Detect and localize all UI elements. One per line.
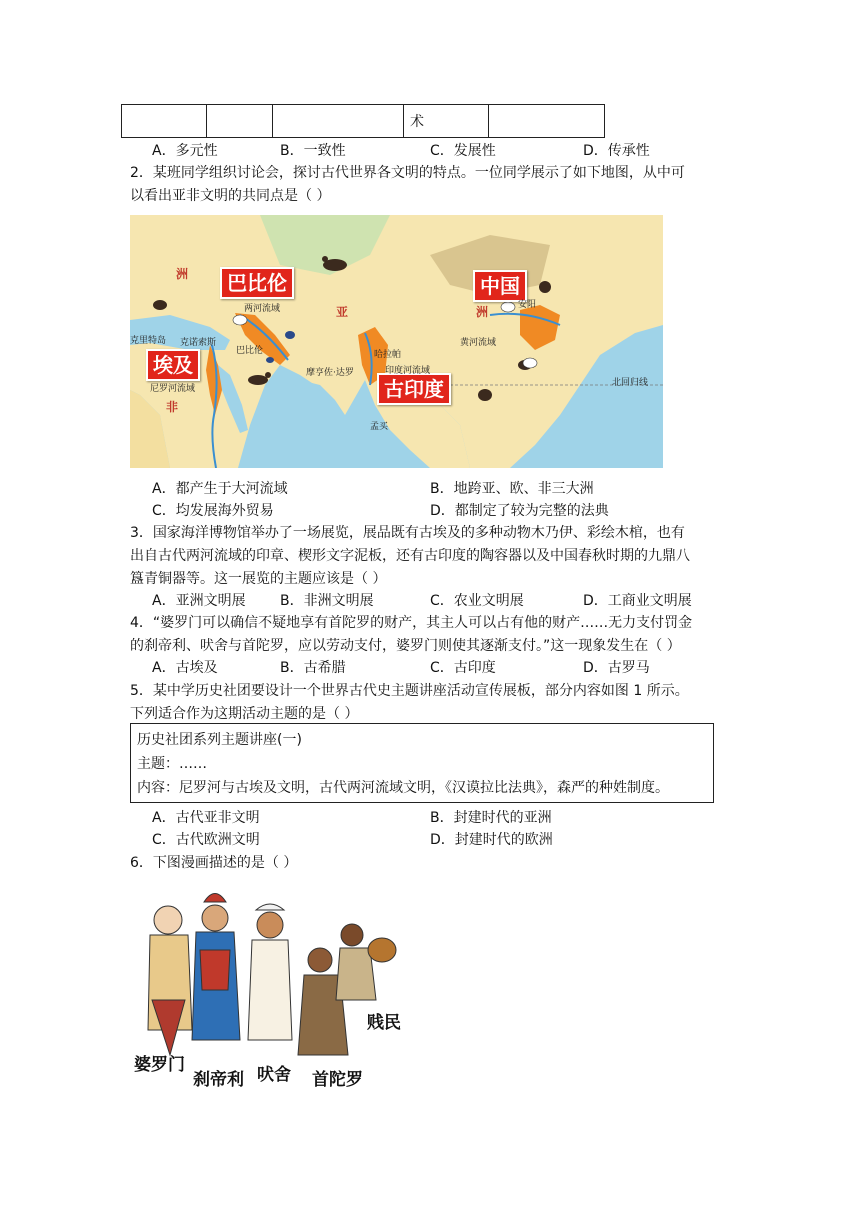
table-cell xyxy=(489,105,605,138)
q5-stem-cont: 下列适合作为这期活动主题的是（ ） xyxy=(130,706,359,722)
q4-stem: 4．“婆罗门可以确信不疑地享有首陀罗的财产，其主人可以占有他的财产……无力支付罚金 xyxy=(130,615,693,631)
q3-stem-cont: 簋青铜器等。这一展览的主题应该是（ ） xyxy=(130,571,387,587)
map-text: 两河流域 xyxy=(244,304,281,314)
map-region-fei: 非 xyxy=(166,400,179,414)
q3-option-a[interactable]: A．亚洲文明展 xyxy=(152,593,246,609)
map-text: 黄河流域 xyxy=(460,338,497,348)
map-text: 孟买 xyxy=(370,422,389,432)
q1-option-a[interactable]: A．多元性 xyxy=(152,143,218,159)
q5-option-b[interactable]: B．封建时代的亚洲 xyxy=(430,810,552,826)
q2-stem: 2．某班同学组织讨论会，探讨古代世界各文明的特点。一位同学展示了如下地图，从中可 xyxy=(130,165,685,181)
board-title: 历史社团系列主题讲座(一) xyxy=(137,732,302,748)
label-kshatriya: 刹帝利 xyxy=(193,1070,244,1090)
map-text: 北回归线 xyxy=(612,378,649,388)
table-cell xyxy=(273,105,404,138)
map-text: 克诺索斯 xyxy=(180,338,217,348)
q1-option-b[interactable]: B．一致性 xyxy=(280,143,346,159)
top-table xyxy=(121,104,605,138)
q2-option-d[interactable]: D．都制定了较为完整的法典 xyxy=(430,503,609,519)
q4-option-a[interactable]: A．古埃及 xyxy=(152,660,218,676)
map-text: 安阳 xyxy=(518,300,537,310)
q1-option-d[interactable]: D．传承性 xyxy=(583,143,650,159)
caste-cartoon xyxy=(130,880,405,1090)
q3-stem: 3．国家海洋博物馆举办了一场展览，展品既有古埃及的多种动物木乃伊、彩绘木棺，也有 xyxy=(130,525,685,541)
q3-option-b[interactable]: B．非洲文明展 xyxy=(280,593,374,609)
table-cell: 术 xyxy=(404,105,489,138)
lecture-board-box xyxy=(130,723,714,803)
map-region-zhou-china: 洲 xyxy=(476,305,489,319)
map-label-china: 中国 xyxy=(473,270,527,302)
q3-option-d[interactable]: D．工商业文明展 xyxy=(583,593,692,609)
q5-option-d[interactable]: D．封建时代的欧洲 xyxy=(430,832,553,848)
map-label-egypt: 埃及 xyxy=(146,349,200,381)
table-cell xyxy=(207,105,273,138)
ancient-civilizations-map xyxy=(130,215,663,468)
label-shudra: 首陀罗 xyxy=(312,1070,363,1090)
board-content: 内容：尼罗河与古埃及文明，古代两河流域文明，《汉谟拉比法典》，森严的种姓制度。 xyxy=(137,780,669,796)
map-label-india: 古印度 xyxy=(377,373,451,405)
q5-option-a[interactable]: A．古代亚非文明 xyxy=(152,810,260,826)
q5-option-c[interactable]: C．古代欧洲文明 xyxy=(152,832,260,848)
map-text: 尼罗河流域 xyxy=(150,384,196,394)
q5-stem: 5．某中学历史社团要设计一个世界古代史主题讲座活动宣传展板，部分内容如图 1 所示。 xyxy=(130,683,689,699)
map-text: 哈拉帕 xyxy=(374,350,402,360)
label-vaishya: 吠舍 xyxy=(257,1065,291,1085)
q3-option-c[interactable]: C．农业文明展 xyxy=(430,593,524,609)
q4-option-c[interactable]: C．古印度 xyxy=(430,660,496,676)
q4-option-b[interactable]: B．古希腊 xyxy=(280,660,346,676)
q2-option-b[interactable]: B．地跨亚、欧、非三大洲 xyxy=(430,481,594,497)
q2-stem-cont: 以看出亚非文明的共同点是（ ） xyxy=(130,188,331,204)
map-region-ya: 亚 xyxy=(336,305,349,319)
label-brahmin: 婆罗门 xyxy=(134,1055,185,1075)
map-text: 摩亨佐·达罗 xyxy=(306,368,354,378)
map-text: 印度河流域 xyxy=(385,366,431,376)
map-region-zhou: 洲 xyxy=(176,267,189,281)
map-text: 克里特岛 xyxy=(130,336,167,346)
map-text: 巴比伦 xyxy=(236,346,264,356)
q2-option-a[interactable]: A．都产生于大河流域 xyxy=(152,481,288,497)
q4-stem-cont: 的刹帝利、吠舍与首陀罗，应以劳动支付，婆罗门则使其逐渐支付。”这一现象发生在（ ） xyxy=(130,638,681,654)
q2-option-c[interactable]: C．均发展海外贸易 xyxy=(152,503,274,519)
label-untouchable: 贱民 xyxy=(367,1013,401,1033)
q4-option-d[interactable]: D．古罗马 xyxy=(583,660,650,676)
q1-option-c[interactable]: C．发展性 xyxy=(430,143,496,159)
table-cell xyxy=(122,105,207,138)
map-label-babylon: 巴比伦 xyxy=(220,267,294,299)
q6-stem: 6．下图漫画描述的是（ ） xyxy=(130,855,298,871)
q3-stem-cont: 出自古代两河流域的印章、楔形文字泥板，还有古印度的陶容器以及中国春秋时期的九鼎八 xyxy=(130,548,690,564)
board-theme: 主题：…… xyxy=(137,756,207,772)
